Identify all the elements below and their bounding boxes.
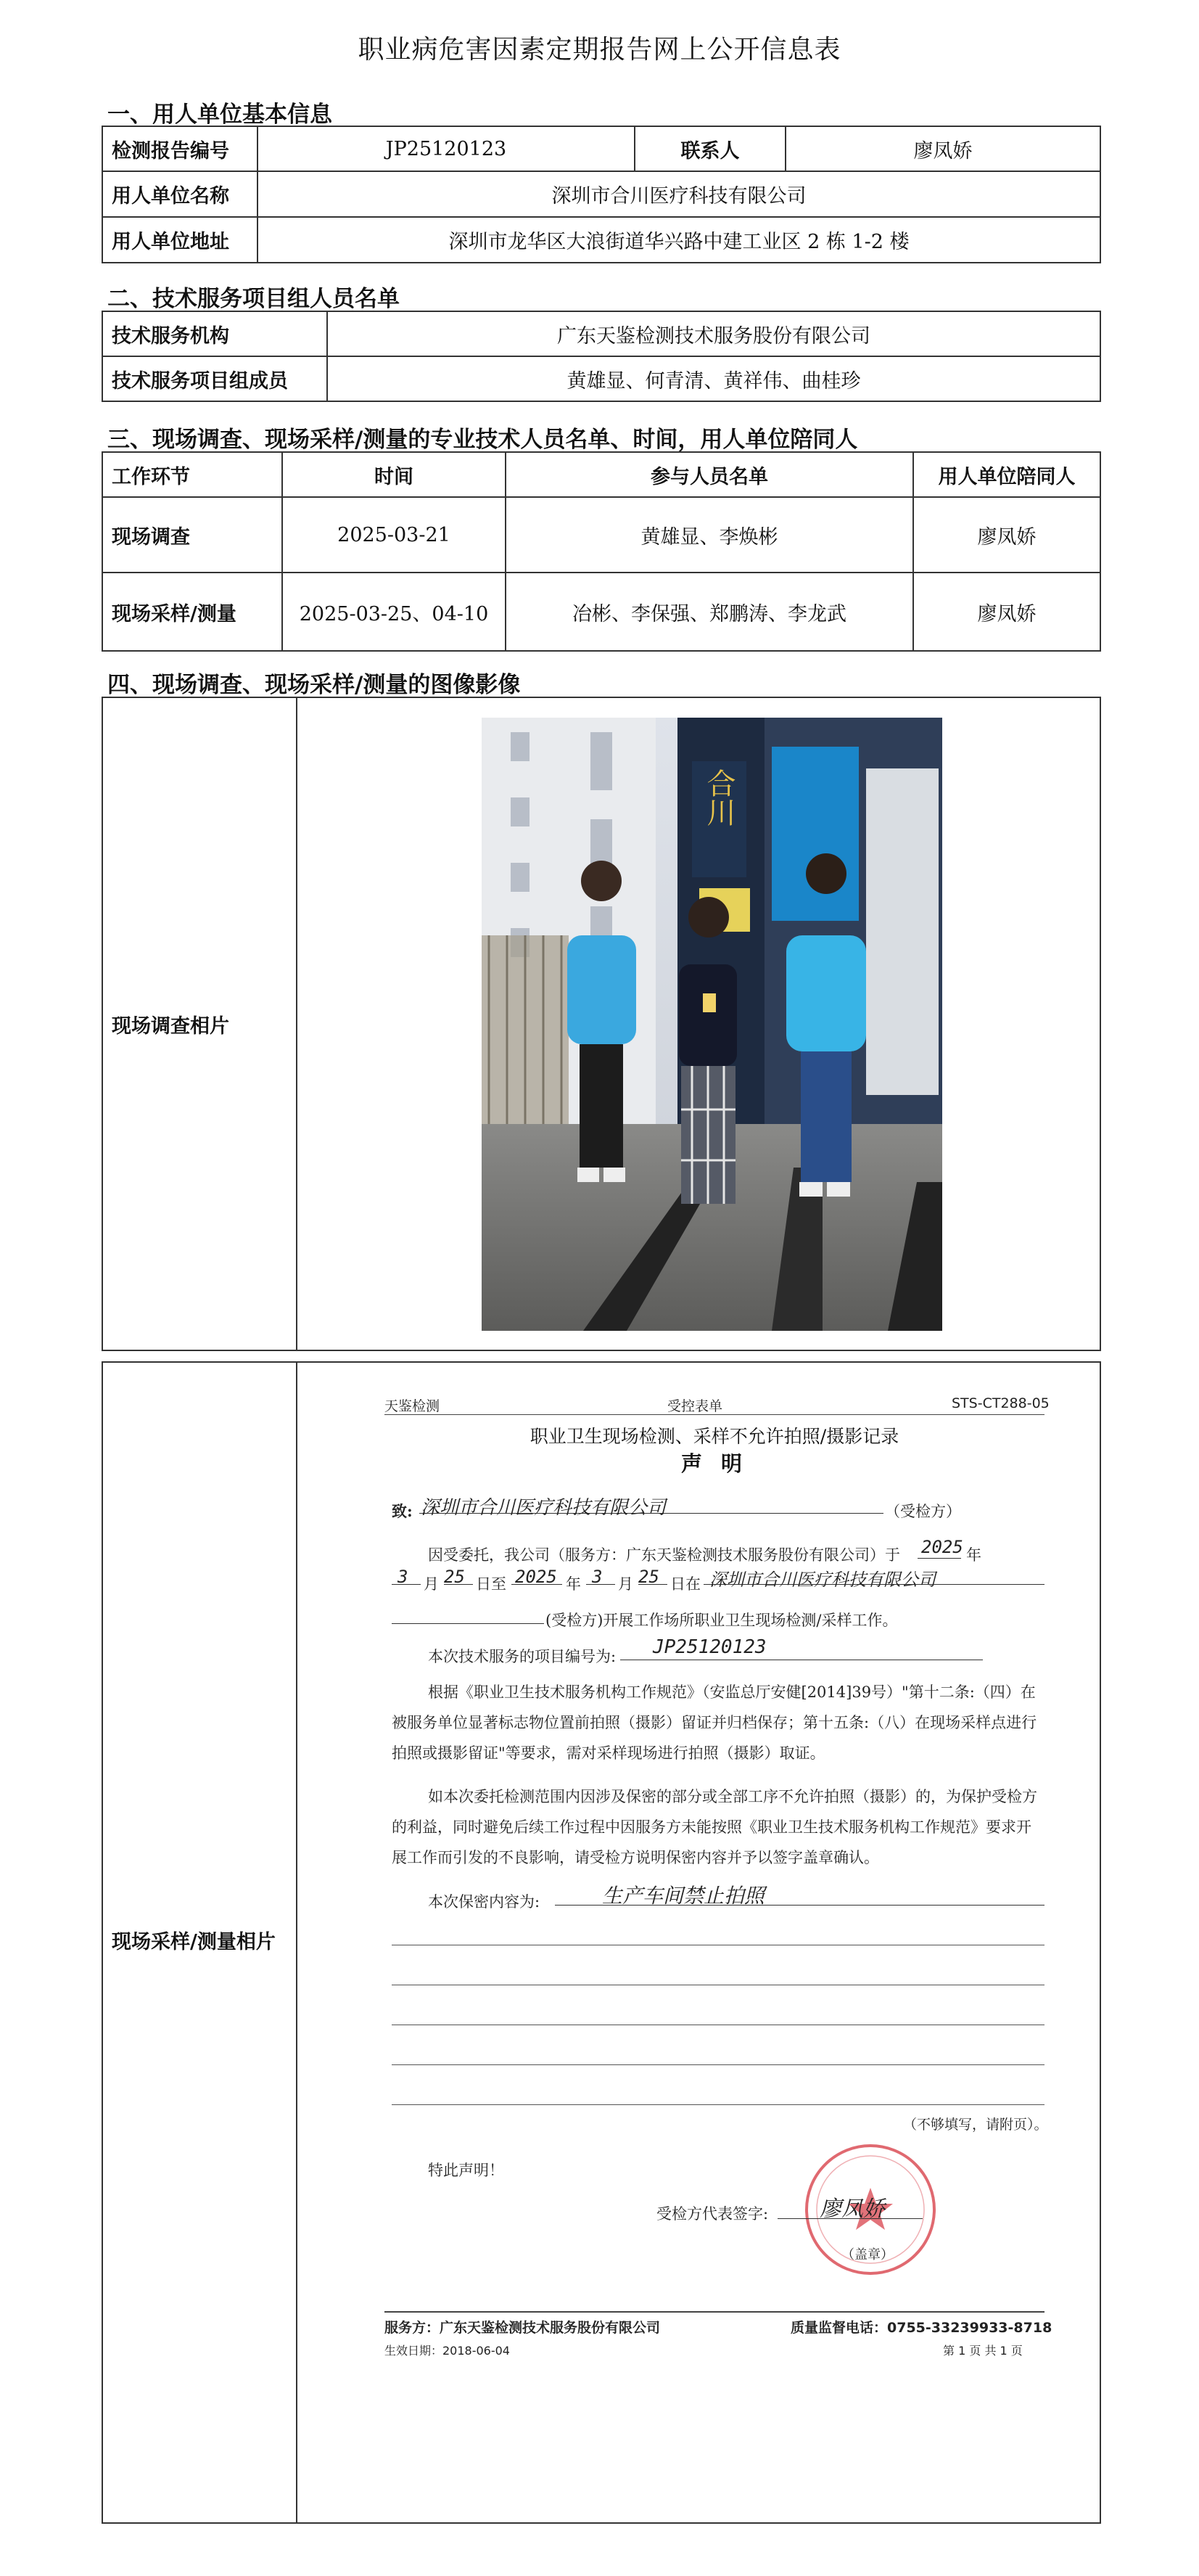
stage-cell: 现场调查 [102, 497, 282, 573]
section4-heading: 四、现场调查、现场采样/测量的图像影像 [107, 672, 521, 698]
people-cell: 黄雄显、李焕彬 [506, 497, 913, 573]
doc-to-suffix: （受检方） [885, 1503, 961, 1520]
escort-cell: 廖凤娇 [913, 573, 1100, 651]
basic-info-table [102, 126, 1101, 263]
table-row [102, 497, 1100, 573]
doc-footer-page: 第 1 页 共 1 页 [943, 2344, 1023, 2358]
doc-day-suffix: 日在 [670, 1575, 701, 1593]
doc-hereby: 特此声明！ [428, 2162, 504, 2179]
doc-footer-date: 生效日期：2018-06-04 [384, 2344, 510, 2358]
people-cell: 冶彬、李保强、郑鹏涛、李龙武 [506, 573, 913, 651]
address-value: 深圳市龙华区大浪街道华兴路中建工业区 2 栋 1-2 楼 [257, 217, 1100, 263]
time-cell: 2025-03-25、04-10 [282, 573, 506, 651]
contact-label: 联系人 [635, 126, 786, 171]
doc-proj-label: 本次技术服务的项目编号为: [428, 1648, 617, 1665]
doc-month1: 3 [397, 1567, 408, 1587]
doc-code: STS-CT288-05 [952, 1395, 1050, 1411]
company-value: 深圳市合川医疗科技有限公司 [257, 171, 1100, 217]
doc-to-prefix: 致: [392, 1502, 413, 1520]
escort-cell: 廖凤娇 [913, 497, 1100, 573]
contact-value: 廖凤娇 [786, 126, 1100, 171]
doc-place: 深圳市合川医疗科技有限公司 [709, 1570, 936, 1590]
doc-nian1: 年 [966, 1546, 981, 1564]
doc-footer-phone: 质量监督电话：0755-33239933-8718 [791, 2320, 1052, 2336]
doc-year2: 2025 [515, 1567, 557, 1587]
doc-title2: 声 明 [680, 1451, 749, 1476]
team-table [102, 311, 1101, 402]
col-header-stage: 工作环节 [102, 452, 282, 497]
photo-sign-text: 合川 [702, 768, 736, 826]
time-cell: 2025-03-21 [282, 497, 506, 573]
doc-org-short: 天鉴检测 [384, 1398, 440, 1414]
doc-secret-label: 本次保密内容为: [428, 1893, 540, 1911]
doc-month2: 3 [592, 1567, 603, 1587]
doc-title1: 职业卫生现场检测、采样不允许拍照/摄影记录 [530, 1426, 899, 1447]
address-label: 用人单位地址 [102, 217, 257, 263]
sampling-photo-label: 现场采样/测量相片 [112, 1931, 276, 1953]
doc-proj-value: JP25120123 [653, 1636, 767, 1658]
page-title: 职业病危害因素定期报告网上公开信息表 [358, 35, 841, 65]
doc-day1: 25 [444, 1567, 465, 1587]
doc-controlled: 受控表单 [667, 1398, 723, 1414]
doc-zhi: 日至 [476, 1575, 506, 1593]
section3-heading: 三、现场调查、现场采样/测量的专业技术人员名单、时间，用人单位陪同人 [107, 427, 858, 453]
members-value: 黄雄显、何青清、黄祥伟、曲桂珍 [327, 356, 1100, 401]
personnel-table [102, 451, 1101, 652]
doc-seal-label: （盖章） [841, 2247, 894, 2263]
doc-sign-label: 受检方代表签字: [656, 2205, 769, 2223]
report-no-value: JP25120123 [257, 126, 635, 171]
doc-p1-b: (受检方)开展工作场所职业卫生现场检测/采样工作。 [545, 1612, 898, 1629]
site-survey-photo [482, 718, 942, 1331]
company-label: 用人单位名称 [102, 171, 257, 217]
survey-photo-label: 现场调查相片 [102, 697, 297, 1350]
section2-heading: 二、技术服务项目组人员名单 [107, 286, 400, 312]
org-value: 广东天鉴检测技术服务股份有限公司 [327, 311, 1100, 356]
org-label: 技术服务机构 [102, 311, 327, 356]
section1-heading: 一、用人单位基本信息 [107, 102, 332, 128]
doc-p2: 根据《职业卫生技术服务机构工作规范》（安监总厅安健[2014]39号）"第十二条:（四）在被服务单位显著标志物位置前拍照（摄影）留证并归档保存；第十五条:（八）在现场采样点进行拍照或摄影留证"等要求，需对采样现场进行拍照（摄影）取证。 [392, 1683, 1037, 1762]
col-header-time: 时间 [282, 452, 506, 497]
report-no-label: 检测报告编号 [102, 126, 257, 171]
doc-p1-a: 因受委托，我公司（服务方：广东天鉴检测技术服务股份有限公司）于 [428, 1546, 900, 1564]
doc-day2: 25 [638, 1567, 659, 1587]
doc-sign-value: 廖凤娇 [820, 2196, 885, 2222]
doc-not-enough: （不够填写，请附页）。 [903, 2117, 1048, 2133]
table-row [102, 573, 1100, 651]
members-label: 技术服务项目组成员 [102, 356, 327, 401]
doc-secret-value: 生产车间禁止拍照 [602, 1884, 765, 1908]
doc-p3: 如本次委托检测范围内因涉及保密的部分或全部工序不允许拍照（摄影）的，为保护受检方的利益，同时避免后续工作过程中因服务方未能按照《职业卫生技术服务机构工作规范》要求开展工作而引发的不良影响，请受检方说明保密内容并予以签字盖章确认。 [392, 1788, 1037, 1866]
stage-cell: 现场采样/测量 [102, 573, 282, 651]
col-header-escort: 用人单位陪同人 [913, 452, 1100, 497]
doc-year1: 2025 [921, 1537, 963, 1557]
doc-to-value: 深圳市合川医疗科技有限公司 [421, 1497, 667, 1519]
col-header-people: 参与人员名单 [506, 452, 913, 497]
declaration-scan: 天鉴检测 受控表单 STS-CT288-05 职业卫生现场检测、采样不允许拍照/摄影记录 声 明 致: 深圳市合川医疗科技有限公司 （受检方） 因受委托，我公司（服务方：广东天鉴检测技术服务股份有限公司）于 2025 年 3 月 25 日至 2025 年 3 月 25 日在 深圳市合川医疗科技有限公司 (受检方)开展工作场所职业卫生现场检测/采样工作。 本次技术服务的项目编号为: JP25120123 根据《职业卫生技术服务机构工作规范》（安监总厅安健[2014]39号）"第十二条:（四）在被服务单位显著标志物位置前拍照（摄影）留证并归档保存；第十五条:（八）在现场采样点进行拍照或摄影留证"等要求，需对采样现场进行拍照（摄影）取证。 如本次委托检测范围内因涉及保密的部分或全部工序不允许拍照（摄影）的，为保护受检方的利益，同时避免后续工作过程中因服务方未能按照《职业卫生技术服务机构工作规范》要求开展工作而引发的不良影响，请受检方说明保密内容并予以签字盖章确认。 本次保密内容为: 生产车间禁止拍照 （不够填写，请附页）。 特此声明！ 受检方代表签字: 廖凤娇 （盖章） 服务方：广东天鉴检测技术服务股份有限公司 质量监督电话：0755-33239933-8718 生效日期：2018-06-04 第 1 页 共 1 页 [363, 1390, 1066, 2420]
doc-footer-service: 服务方：广东天鉴检测技术服务股份有限公司 [384, 2320, 661, 2336]
